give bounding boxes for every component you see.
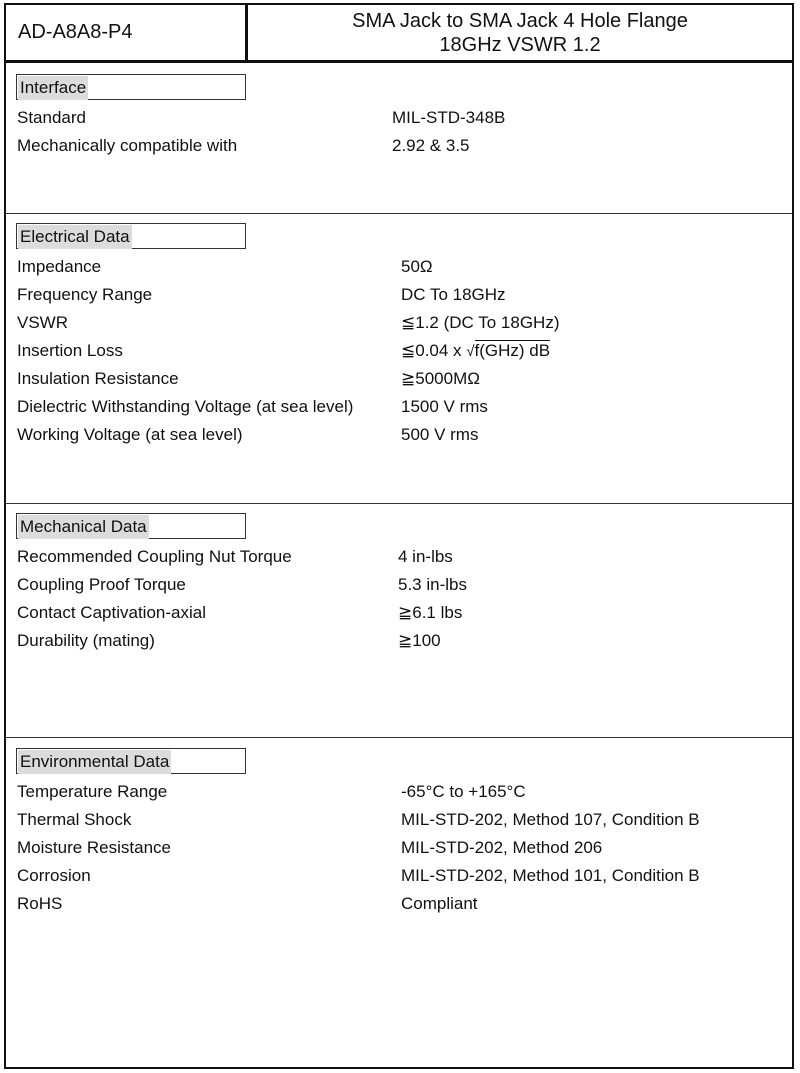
spec-value: MIL-STD-202, Method 101, Condition B: [401, 866, 700, 885]
spec-value: -65°C to +165°C: [401, 782, 526, 801]
spec-label: Working Voltage (at sea level): [17, 425, 243, 444]
spec-label: Insertion Loss: [17, 341, 123, 360]
spec-value: 2.92 & 3.5: [392, 136, 470, 155]
spec-value: 4 in-lbs: [398, 547, 453, 566]
part-number: AD-A8A8-P4: [6, 5, 248, 60]
mechanical-section: [6, 503, 792, 737]
spec-value: ≧5000MΩ: [401, 369, 480, 388]
spec-label: RoHS: [17, 894, 63, 913]
spec-value: ≦1.2 (DC To 18GHz): [401, 313, 560, 332]
spec-label: Coupling Proof Torque: [17, 575, 186, 594]
spec-value: ≧6.1 lbs: [398, 603, 463, 622]
spec-label: Corrosion: [17, 866, 91, 885]
spec-label: Moisture Resistance: [17, 838, 172, 857]
spec-value: MIL-STD-202, Method 107, Condition B: [401, 810, 700, 829]
title-line-2: 18GHz VSWR 1.2: [439, 34, 601, 56]
spec-label: Thermal Shock: [17, 810, 132, 829]
spec-value: MIL-STD-202, Method 206: [401, 838, 603, 857]
spec-label: Recommended Coupling Nut Torque: [17, 547, 292, 566]
title-line-1: SMA Jack to SMA Jack 4 Hole Flange: [352, 10, 688, 32]
spec-value: MIL-STD-348B: [392, 108, 506, 127]
environmental-section: [6, 737, 792, 1067]
product-title: [248, 9, 792, 57]
spec-value: Compliant: [401, 894, 478, 913]
spec-value: 50Ω: [401, 257, 433, 276]
spec-value: DC To 18GHz: [401, 285, 506, 304]
section-title: Mechanical Data: [16, 513, 246, 539]
spec-label: Standard: [17, 108, 86, 127]
spec-value: 5.3 in-lbs: [398, 575, 467, 594]
spec-label: Dielectric Withstanding Voltage (at sea level): [17, 397, 354, 416]
spec-label: Impedance: [17, 257, 102, 276]
spec-value: 500 V rms: [401, 425, 479, 444]
electrical-section: [6, 213, 792, 503]
spec-label: Durability (mating): [17, 631, 155, 650]
interface-section: [6, 63, 792, 213]
section-title: Interface: [16, 74, 246, 100]
spec-value: ≦0.04 x √f(GHz) dB: [401, 341, 551, 360]
spec-label: Temperature Range: [17, 782, 168, 801]
header: [6, 5, 792, 63]
spec-label: Contact Captivation-axial: [17, 603, 206, 622]
spec-label: VSWR: [17, 313, 68, 332]
spec-label: Insulation Resistance: [17, 369, 179, 388]
spec-sheet: [4, 3, 794, 1069]
spec-value: ≧100: [398, 631, 441, 650]
sqrt-symbol: √: [466, 343, 475, 360]
spec-value: 1500 V rms: [401, 397, 488, 416]
section-title: Electrical Data: [16, 223, 246, 249]
spec-label: Mechanically compatible with: [17, 136, 238, 155]
section-title: Environmental Data: [16, 748, 246, 774]
spec-label: Frequency Range: [17, 285, 153, 304]
